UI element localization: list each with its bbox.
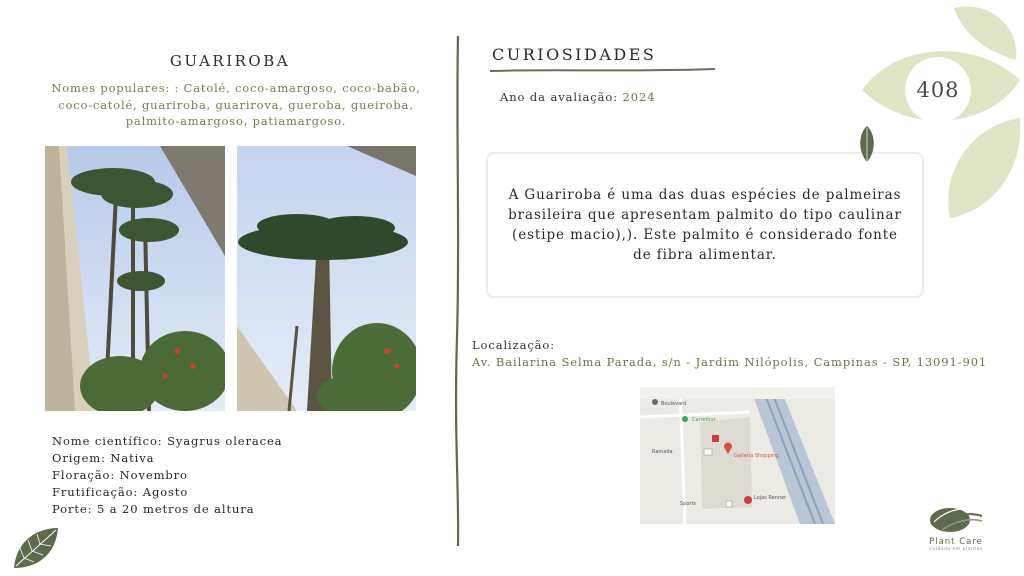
year-label: Ano da avaliação: <box>500 90 618 104</box>
brand-logo <box>918 502 994 552</box>
fact-scientific-name: Nome científico: Syagrus oleracea <box>52 434 283 448</box>
map-label-carrefour: Carrefour <box>692 417 716 423</box>
plant-title: GUARIROBA <box>169 52 291 70</box>
fact-size: Porte: 5 a 20 metros de altura <box>52 502 255 516</box>
popular-names: Nomes populares: : Catolé, coco-amargoso, coco-babão, coco-catolé, guariroba, guarirova, gueroba, gueiroba, palmito-amargoso, patiamargoso. <box>51 81 421 128</box>
curiosidades-title: CURIOSIDADES <box>492 45 657 64</box>
badge-number: 408 <box>916 78 960 102</box>
brand-tagline: cuidado em plantas <box>929 547 983 552</box>
fact-flowering: Floração: Novembro <box>52 468 188 482</box>
year-value: 2024 <box>622 90 656 104</box>
map-label-sports: Sports <box>680 501 697 507</box>
location-label: Localização: <box>472 338 556 352</box>
map-label-renner: Lojas Renner <box>754 495 787 501</box>
plant-care-logo-icon <box>928 502 984 536</box>
curiosity-text: A Guariroba é uma das duas espécies de palmeiras brasileira que apresentam palmito do tipo caulinar (estipe macio),). Este palmito é considerado fonte de fibra alimentar. <box>508 187 902 263</box>
curiosidades-underline <box>490 66 715 74</box>
palm-photo-2 <box>237 146 416 411</box>
column-divider <box>450 36 466 546</box>
plant-facts <box>52 433 282 518</box>
evaluation-year <box>500 90 655 104</box>
map-label-ramada: Ramada <box>652 449 673 455</box>
map-label-galleria: Galleria Shopping <box>734 453 779 459</box>
fact-origin: Origem: Nativa <box>52 451 155 465</box>
leaf-icon-bottom-left <box>10 524 62 572</box>
location-map[interactable] <box>640 387 835 524</box>
small-leaf-icon <box>856 124 878 164</box>
palm-photo-1 <box>45 146 225 411</box>
fact-fruiting: Frutificação: Agosto <box>52 485 189 499</box>
map-label-boulevard: Boulevard <box>661 401 687 407</box>
brand-name: Plant Care <box>929 537 983 547</box>
leaf-decoration-right <box>858 0 1024 225</box>
location-address: Av. Bailarina Selma Parada, s/n - Jardim Nilópolis, Campinas - SP, 13091-901 <box>472 355 988 369</box>
